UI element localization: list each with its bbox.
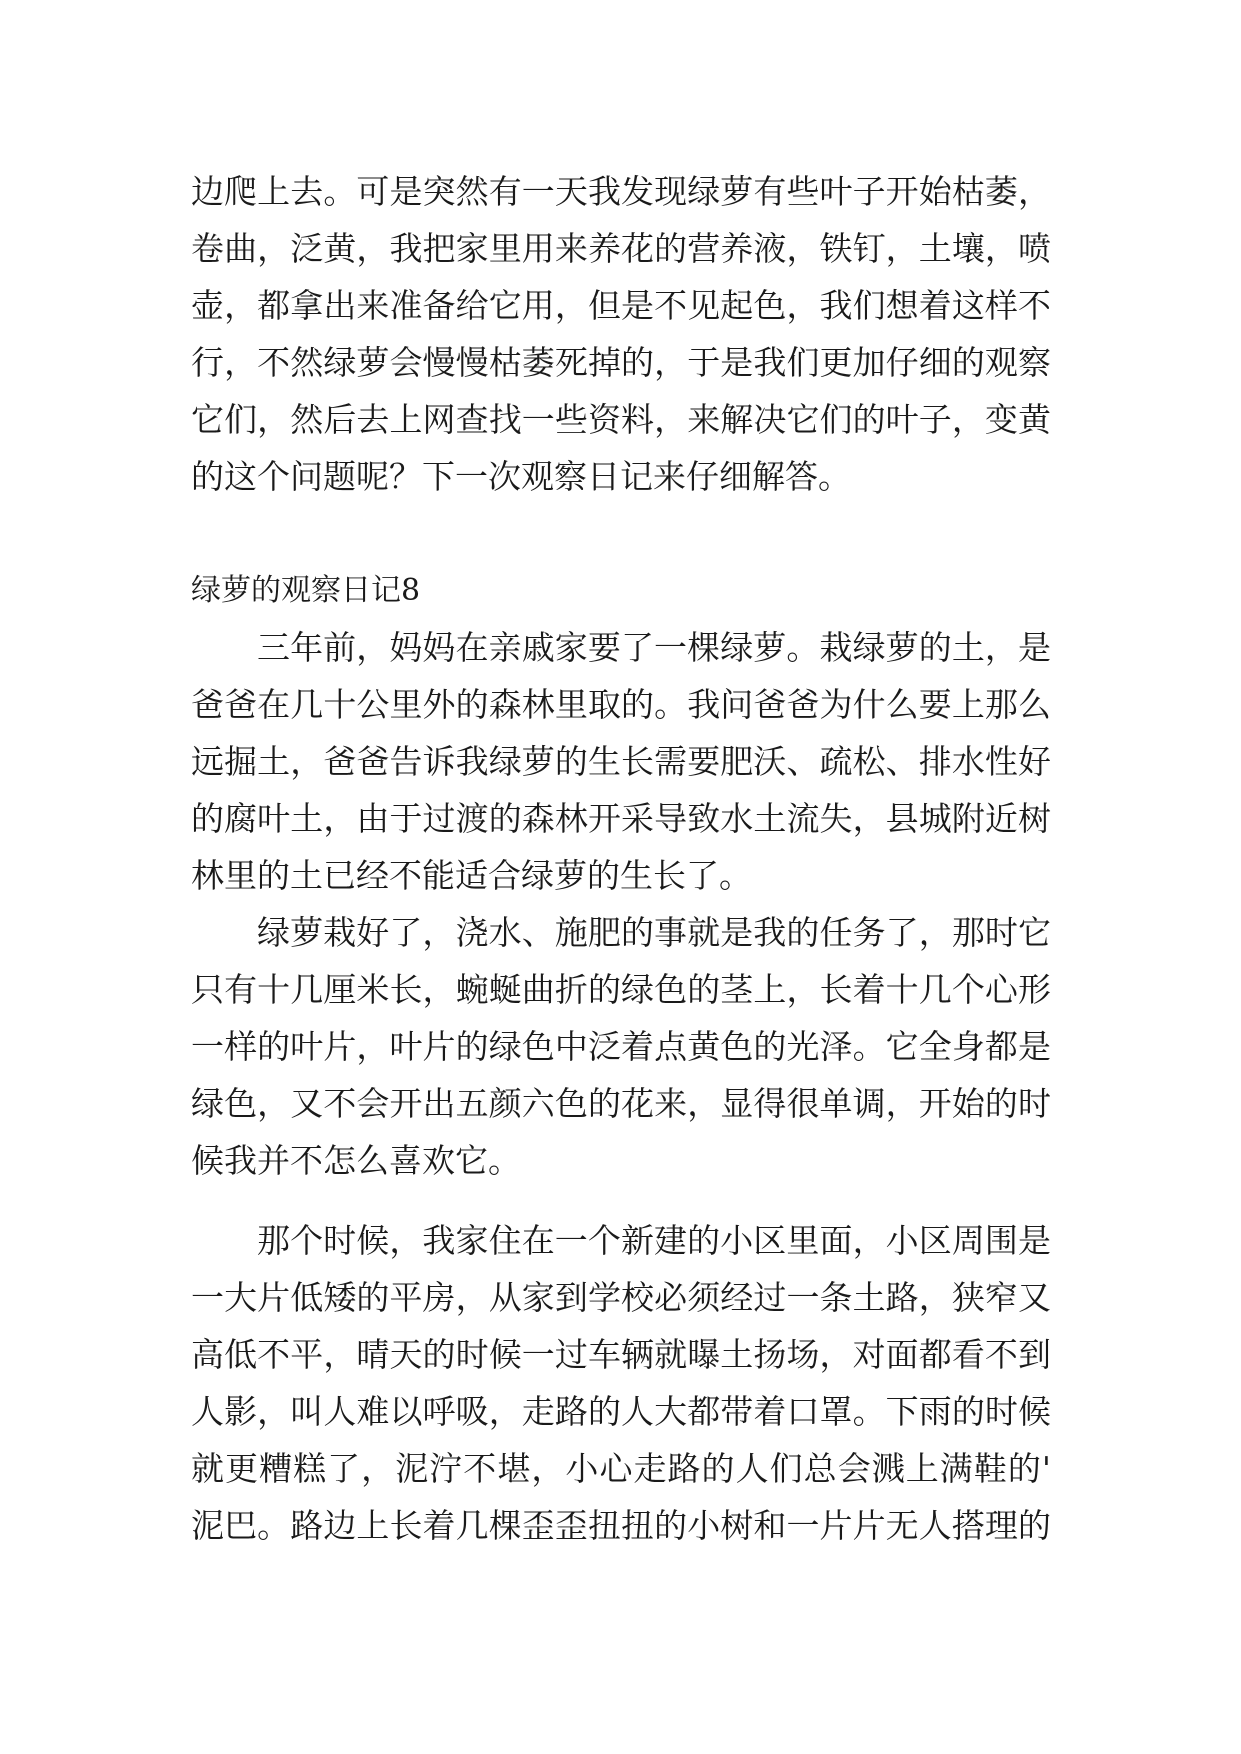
- text-line: 高低不平，晴天的时候一过车辆就曝土扬场，对面都看不到: [191, 1335, 1051, 1374]
- text-line: 壶，都拿出来准备给它用，但是不见起色，我们想着这样不: [191, 286, 1051, 325]
- text-line: 三年前，妈妈在亲戚家要了一棵绿萝。栽绿萝的土，是: [257, 628, 1051, 667]
- text-line: 它们，然后去上网查找一些资料，来解决它们的叶子，变黄: [191, 400, 1051, 439]
- text-line: 只有十几厘米长，蜿蜒曲折的绿色的茎上，长着十几个心形: [191, 970, 1051, 1009]
- text-line: 候我并不怎么喜欢它。: [191, 1141, 521, 1180]
- text-line: 林里的土已经不能适合绿萝的生长了。: [191, 856, 752, 895]
- text-line: 绿色，又不会开出五颜六色的花来，显得很单调，开始的时: [191, 1084, 1051, 1123]
- text-line: 远掘土，爸爸告诉我绿萝的生长需要肥沃、疏松、排水性好: [191, 742, 1051, 781]
- text-line: 边爬上去。可是突然有一天我发现绿萝有些叶子开始枯萎，: [191, 172, 1051, 211]
- text-line: 一大片低矮的平房，从家到学校必须经过一条土路，狭窄又: [191, 1278, 1051, 1317]
- text-line: 的这个问题呢？下一次观察日记来仔细解答。: [191, 457, 851, 496]
- text-line: 泥巴。路边上长着几棵歪歪扭扭的小树和一片片无人搭理的: [191, 1506, 1051, 1545]
- text-line: 那个时候，我家住在一个新建的小区里面，小区周围是: [257, 1221, 1051, 1260]
- text-line: 人影，叫人难以呼吸，走路的人大都带着口罩。下雨的时候: [191, 1392, 1051, 1431]
- text-line: 的腐叶土，由于过渡的森林开采导致水土流失，县城附近树: [191, 799, 1051, 838]
- text-line: 一样的叶片，叶片的绿色中泛着点黄色的光泽。它全身都是: [191, 1027, 1051, 1066]
- text-line: 行，不然绿萝会慢慢枯萎死掉的，于是我们更加仔细的观察: [191, 343, 1051, 382]
- text-line: 就更糟糕了，泥泞不堪，小心走路的人们总会溅上满鞋的': [191, 1449, 1051, 1488]
- text-line: 绿萝栽好了，浇水、施肥的事就是我的任务了，那时它: [257, 913, 1051, 952]
- text-line: 卷曲，泛黄，我把家里用来养花的营养液，铁钉，土壤，喷: [191, 229, 1051, 268]
- section-heading: 绿萝的观察日记8: [191, 573, 421, 608]
- text-line: 爸爸在几十公里外的森林里取的。我问爸爸为什么要上那么: [191, 685, 1051, 724]
